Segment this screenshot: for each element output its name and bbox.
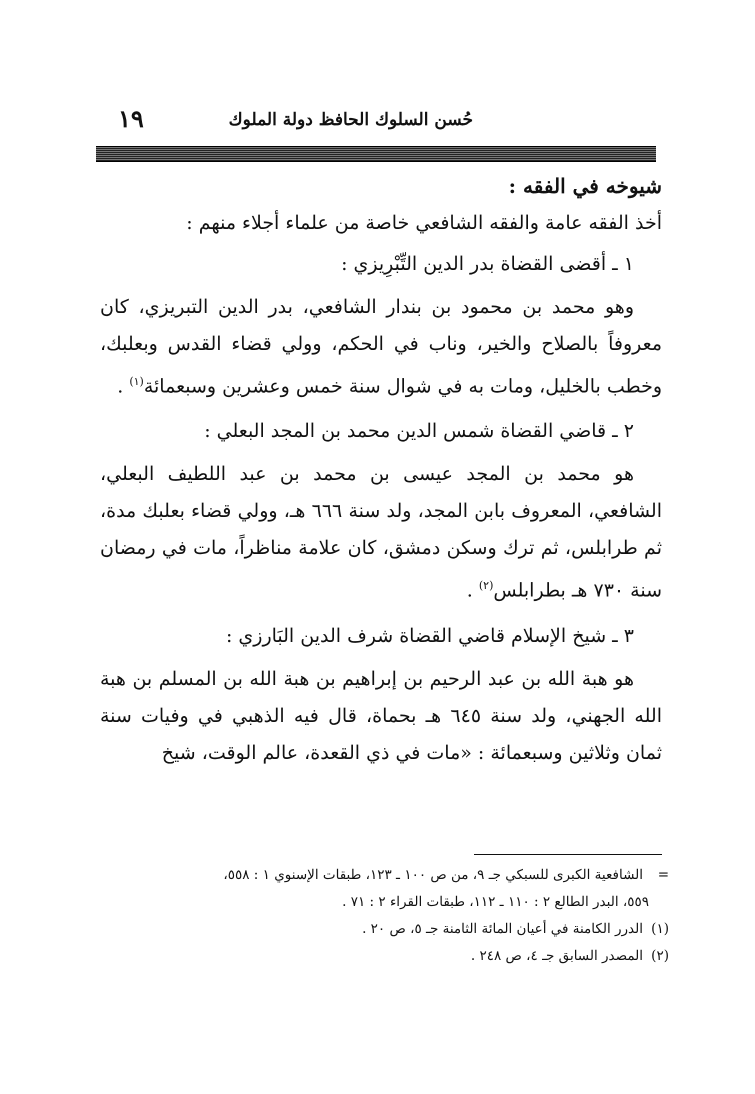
continuation-text-1: الشافعية الكبرى للسبكي جـ ٩، من ص ١٠٠ ـ ١٢٣، طبقات الإسنوي ١ : ٥٥٨، [223,867,643,883]
item-1-paragraph [100,289,662,405]
item-1-end: . [117,375,130,398]
footnote-continuation-line-2: ٥٥٩، البدر الطالع ٢ : ١١٠ ـ ١١٢، طبقات القراء ٢ : ٧١ . [342,894,649,910]
section-title: شيوخه في الفقه : [508,174,662,198]
running-title: حُسن السلوك الحافظ دولة الملوك [228,110,473,130]
footnote-1-text: الدرر الكامنة في أعيان المائة الثامنة جـ ٥، ص ٢٠ . [362,921,643,937]
footnote-continuation-line-1 [97,862,669,889]
continuation-marker: = [657,867,669,883]
footnote-rule [474,854,662,855]
item-2-text: هو محمد بن المجد عيسى بن محمد بن عبد اللطيف البعلي، الشافعي، المعروف بابن المجد، ولد سنة ٦٦٦ هـ، وولي قضاء بعلبك مدة، ثم طرابلس، ثم ترك وسكن دمشق، كان علامة مناظراً، مات في رمضان سنة ٧٣٠ هـ بطرابلس [100,463,662,602]
footnote-ref-1: (١) [129,375,144,388]
page-number: ١٩ [118,104,144,133]
item-2-heading: ٢ ـ قاضي القضاة شمس الدين محمد بن المجد البعلي : [204,420,634,443]
footnotes [97,862,669,970]
item-1-heading: ١ ـ أقضى القضاة بدر الدين التِّبْرِيزي : [341,253,634,275]
item-2-paragraph [100,456,662,609]
header-rule [96,146,656,162]
item-3-heading: ٣ ـ شيخ الإسلام قاضي القضاة شرف الدين البَارزي : [225,624,634,647]
main-text [100,168,662,780]
intro-paragraph: أخذ الفقه عامة والفقه الشافعي خاصة من علماء أجلاء منهم : [186,212,662,234]
footnote-ref-2: (٢) [478,579,494,593]
footnote-1-marker: (١) [651,921,669,937]
item-2-end: . [466,579,479,602]
footnote-1 [97,916,669,943]
footnote-2-marker: (٢) [651,948,669,964]
footnote-2 [97,943,669,970]
item-1-text: وهو محمد بن محمود بن بندار الشافعي، بدر الدين التبريزي، كان معروفاً بالصلاح والخير، وناب في الحكم، وولي قضاء القدس وبعلبك، وخطب بالخليل، ومات به في شوال سنة خمس وعشرين وسبعمائة [100,296,662,398]
item-3-paragraph: هو هبة الله بن عبد الرحيم بن إبراهيم بن هبة الله بن المسلم بن هبة الله الجهني، ولد سنة ٦٤٥ هـ بحماة، قال فيه الذهبي في وفيات سنة ثمان وثلاثين وسبعمائة : «مات في ذي القعدة، عالم الوقت، شيخ [100,667,662,764]
footnote-2-text: المصدر السابق جـ ٤، ص ٢٤٨ . [470,948,643,964]
